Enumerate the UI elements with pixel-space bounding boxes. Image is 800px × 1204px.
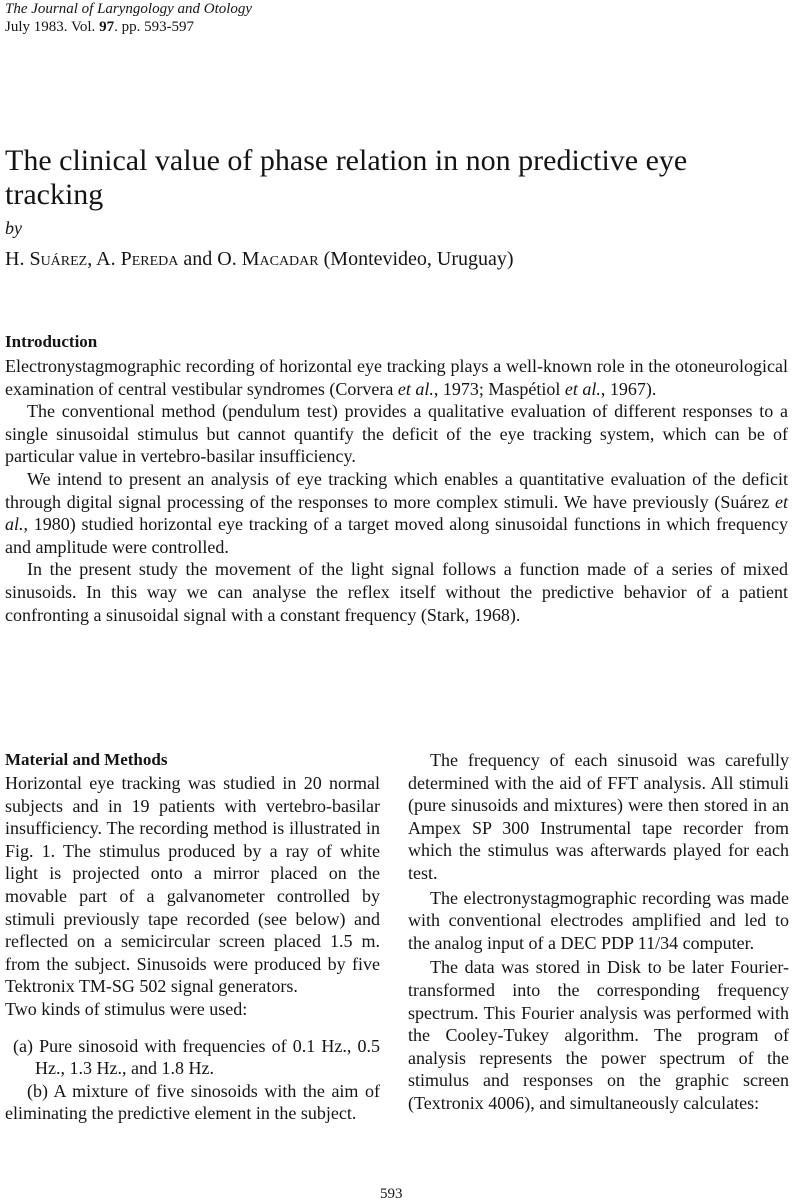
methods-paragraph-2: Two kinds of stimulus were used: (5, 998, 248, 1019)
intro-p1-text-3: , 1967). (600, 378, 657, 399)
volume-pages: . pp. 593-597 (114, 19, 195, 35)
author-list (5, 246, 514, 272)
intro-p3-etal: et al. (5, 491, 788, 535)
byline: by (5, 218, 22, 238)
right-paragraph-3: The data was stored in Disk to be later Fourier-transformed into the corresponding frequency spectrum. This Fourier analysis was performed with the Cooley-Tukey algorithm. The program of analysis represents the power spectrum of the stimulus and responses on the graphic screen (Textronix 4006), and simultaneously calculates: (408, 957, 789, 1113)
author-sep-1: , A. (87, 248, 121, 270)
intro-p1-etal-1: et al. (397, 378, 434, 399)
intro-p3-text-1: We intend to present an analysis of eye tracking which enables a quantitative evaluation of the deficit through digital signal processing of the responses to more complex stimuli. We have previously (Suárez (5, 468, 788, 512)
intro-paragraph-1 (5, 355, 788, 400)
introduction-heading: Introduction (5, 332, 98, 351)
intro-p3-text-2: , 1980) studied horizontal eye tracking of a target moved along sinusoidal functions in which frequency and amplitude were controlled. (5, 514, 788, 557)
right-column-body (408, 749, 789, 1115)
page-number: 593 (380, 1186, 403, 1202)
list-spacer (5, 1021, 380, 1035)
journal-name: The Journal of Laryngology and Otology (5, 1, 253, 17)
volume-info (5, 18, 194, 36)
volume-number: 97 (99, 19, 115, 35)
right-paragraph-2: The electronystagmographic recording was made with conventional electrodes amplified and led to the analog input of a DEC PDP 11/34 computer. (408, 887, 789, 953)
intro-paragraph-3 (5, 468, 788, 558)
methods-heading: Material and Methods (5, 750, 168, 769)
intro-p1-text-2: , 1973; Maspétiol (433, 378, 565, 399)
author-name-2: Pereda (120, 248, 179, 270)
methods-paragraph-1: Horizontal eye tracking was studied in 20 normal subjects and in 19 patients with vertebro-basilar insufficiency. The recording method is illustrated in Fig. 1. The stimulus produced by a ray of white light is projected onto a mirror placed on the movable part of a galvanometer controlled by stimuli previously tape recorded (see below) and reflected on a semicircular screen placed 1.5 m. from the subject. Sinusoids were produced by five Tektronix TM-SG 502 signal generators. (5, 773, 380, 997)
author-initial-1: H. (5, 248, 30, 270)
article-title: The clinical value of phase relation in non predictive eye tracking (5, 144, 688, 211)
methods-body (5, 772, 380, 1125)
intro-paragraph-4: In the present study the movement of the light signal follows a function made of a series of mixed sinusoids. In this way we can analyse the reflex itself without the predictive behavior of a patient confronting a sinusoidal signal with a constant frequency (Stark, 1968). (5, 559, 788, 625)
author-location: (Montevideo, Uruguay) (318, 248, 514, 270)
stimulus-item-b: (b) A mixture of five sinosoids with the aim of eliminating the predictive element in the subject. (5, 1080, 380, 1124)
volume-prefix: July 1983. Vol. (5, 19, 100, 35)
introduction-body (5, 355, 788, 626)
author-name-3: Macadar (241, 248, 319, 270)
author-name-1: Suárez (29, 248, 88, 270)
stimulus-item-a: (a) Pure sinosoid with frequencies of 0.1 Hz., 0.5 Hz., 1.3 Hz., and 1.8 Hz. (13, 1035, 380, 1079)
intro-p1-text-1: Electronystagmographic recording of horizontal eye tracking plays a well-known role in the otoneurological examination of central vestibular syndromes (Corvera (5, 356, 788, 399)
intro-p1-etal-2: et al. (564, 378, 601, 399)
author-sep-2: and O. (178, 248, 242, 270)
intro-paragraph-2: The conventional method (pendulum test) provides a qualitative evaluation of different responses to a single sinusoidal stimulus but cannot quantify the deficit of the eye tracking system, which can be of particular value in vertebro-basilar insufficiency. (5, 401, 788, 467)
right-paragraph-1: The frequency of each sinusoid was carefully determined with the aid of FFT analysis. All stimuli (pure sinusoids and mixtures) were then stored in an Ampex SP 300 Instrumental tape recorder from which the stimulus was afterwards played for each test. (408, 750, 789, 883)
